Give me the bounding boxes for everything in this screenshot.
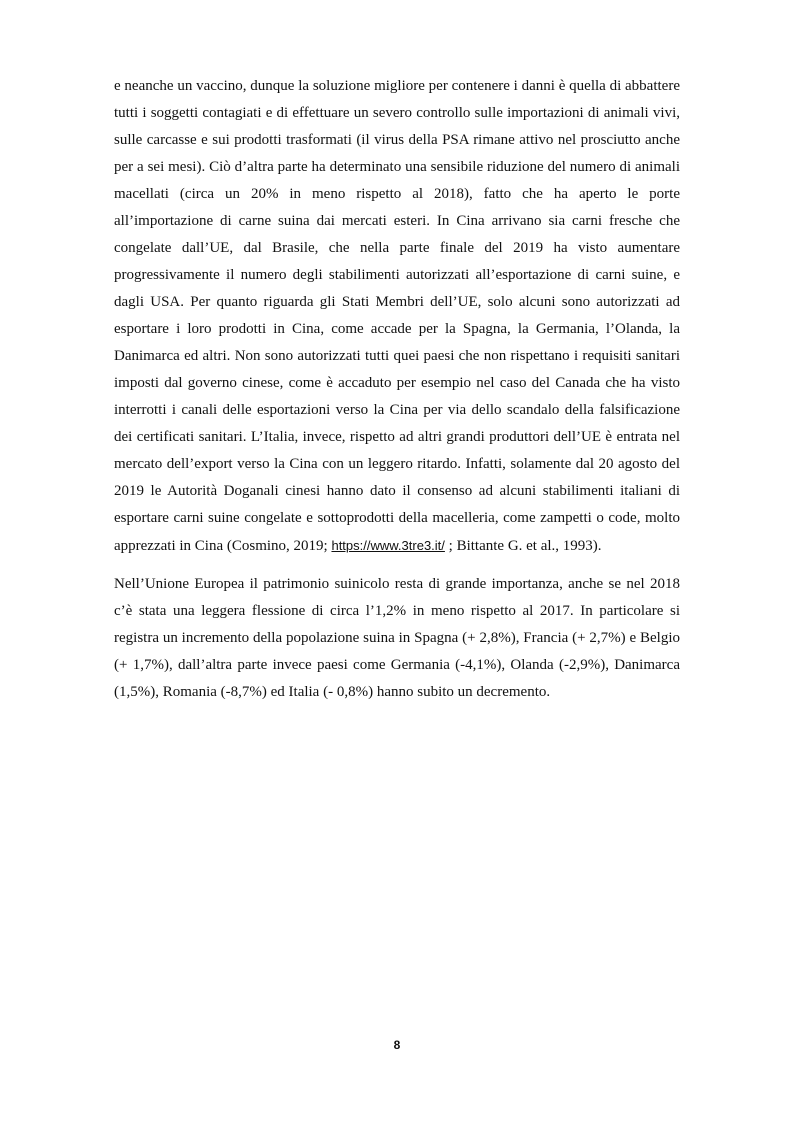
document-page	[114, 73, 680, 706]
page-number: 8	[393, 1038, 401, 1052]
paragraph-1-text-end: ; Bittante G. et al., 1993).	[444, 538, 602, 554]
reference-link[interactable]: https://www.3tre3.it/	[331, 538, 445, 553]
body-paragraph-1	[114, 73, 680, 560]
body-paragraph-2: Nell’Unione Europea il patrimonio suinicolo resta di grande importanza, anche se nel 2018 c’è stata una leggera flessione di circa l’1,2% in meno rispetto al 2017. In particolare si registra un incremento della popolazione suina in Spagna (+ 2,8%), Francia (+ 2,7%) e Belgio (+ 1,7%), dall’altra parte invece paesi come Germania (-4,1%), Olanda (-2,9%), Danimarca (1,5%), Romania (-8,7%) ed Italia (- 0,8%) hanno subito un decremento.	[114, 576, 680, 700]
paragraph-1-text: e neanche un vaccino, dunque la soluzione migliore per contenere i danni è quella di abbattere tutti i soggetti contagiati e di effettuare un severo controllo sulle importazioni di animali vivi, sulle carcasse e sui prodotti trasformati (il virus della PSA rimane attivo nel prosciutto anche per a sei mesi). Ciò d’altra parte ha determinato una sensibile riduzione del numero di animali macellati (circa un 20% in meno rispetto al 2018), fatto che ha aperto le porte all’importazione di carne suina dai mercati esteri. In Cina arrivano sia carni fresche che congelate dall’UE, dal Brasile, che nella parte finale del 2019 ha visto aumentare progressivamente il numero degli stabilimenti autorizzati all’esportazione di carni suine, e dagli USA. Per quanto riguarda gli Stati Membri dell’UE, solo alcuni sono autorizzati ad esportare i loro prodotti in Cina, come accade per la Spagna, la Germania, l’Olanda, la Danimarca ed altri. Non sono autorizzati tutti quei paesi che non rispettano i requisiti sanitari imposti dal governo cinese, come è accaduto per esempio nel caso del Canada che ha visto interrotti i canali delle esportazioni verso la Cina per via dello scandalo della falsificazione dei certificati sanitari. L’Italia, invece, rispetto ad altri grandi produttori dell’UE è entrata nel mercato dell’export verso la Cina con un leggero ritardo. Infatti, solamente dal 20 agosto del 2019 le Autorità Doganali cinesi hanno dato il consenso ad alcuni stabilimenti italiani di esportare carni suine congelate e sottoprodotti della macelleria, come zampetti o code, molto apprezzati in Cina (Cosmino, 2019;	[114, 78, 680, 554]
